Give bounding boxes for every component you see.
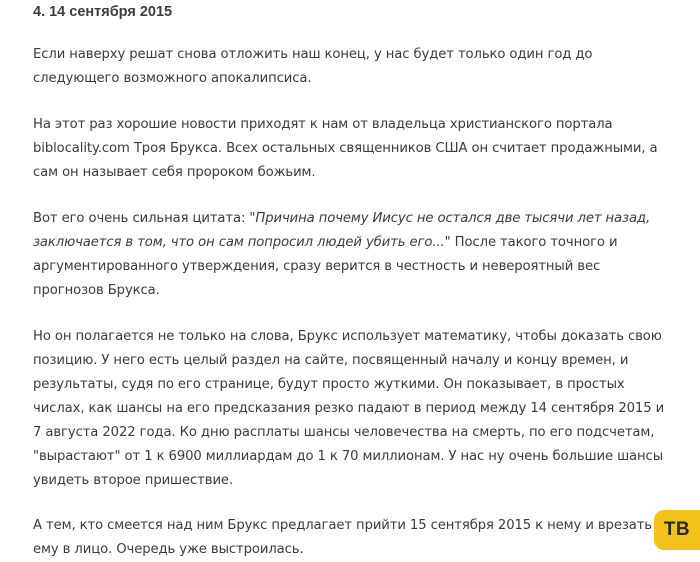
- quote-text: "Причина почему Иисус не остался две тысячи лет назад, заключается в том, что он сам попросил людей убить его...": [33, 211, 651, 250]
- paragraph-4: Но он полагается не только на слова, Брукс использует математику, чтобы доказать свою позицию. У него есть целый раздел на сайте, посвященный началу и концу времен, и результаты, судя по его странице, будут просто жуткими. Он показывает, в простых числах, как шансы на его предсказания резко падают в период между 14 сентября 2015 и 7 августа 2022 года. Ко дню расплаты шансы человечества на смерть, по его подсчетам, "вырастают" от 1 к 6900 миллиардам до 1 к 70 миллионам. У нас ну очень большие шансы увидеть второе пришествие.: [33, 329, 665, 488]
- paragraph-3-intro: Вот его очень сильная цитата:: [33, 211, 250, 226]
- paragraph-2: На этот раз хорошие новости приходят к нам от владельца христианского портала biblocality.com Троя Брукса. Всех остальных священников США он считает продажными, а сам он называет себя пророком божьим.: [33, 117, 658, 180]
- paragraph-3-outro: После такого точного и аргументированного утверждения, сразу верится в честность и невероятный вес прогнозов Брукса.: [33, 235, 618, 298]
- site-logo-badge[interactable]: [654, 510, 700, 550]
- article-body: [33, 0, 673, 557]
- section-heading: 4. 14 сентября 2015: [33, 4, 173, 20]
- paragraph-1: Если наверху решат снова отложить наш конец, у нас будет только один год до следующего возможного апокалипсиса.: [33, 47, 593, 86]
- paragraph-5: А тем, кто смеется над ним Брукс предлагает прийти 15 сентября 2015 к нему и врезать ему в лицо. Очередь уже выстроилась.: [33, 518, 652, 557]
- paragraph-3: [33, 207, 673, 303]
- site-logo-text: ТВ: [663, 519, 691, 540]
